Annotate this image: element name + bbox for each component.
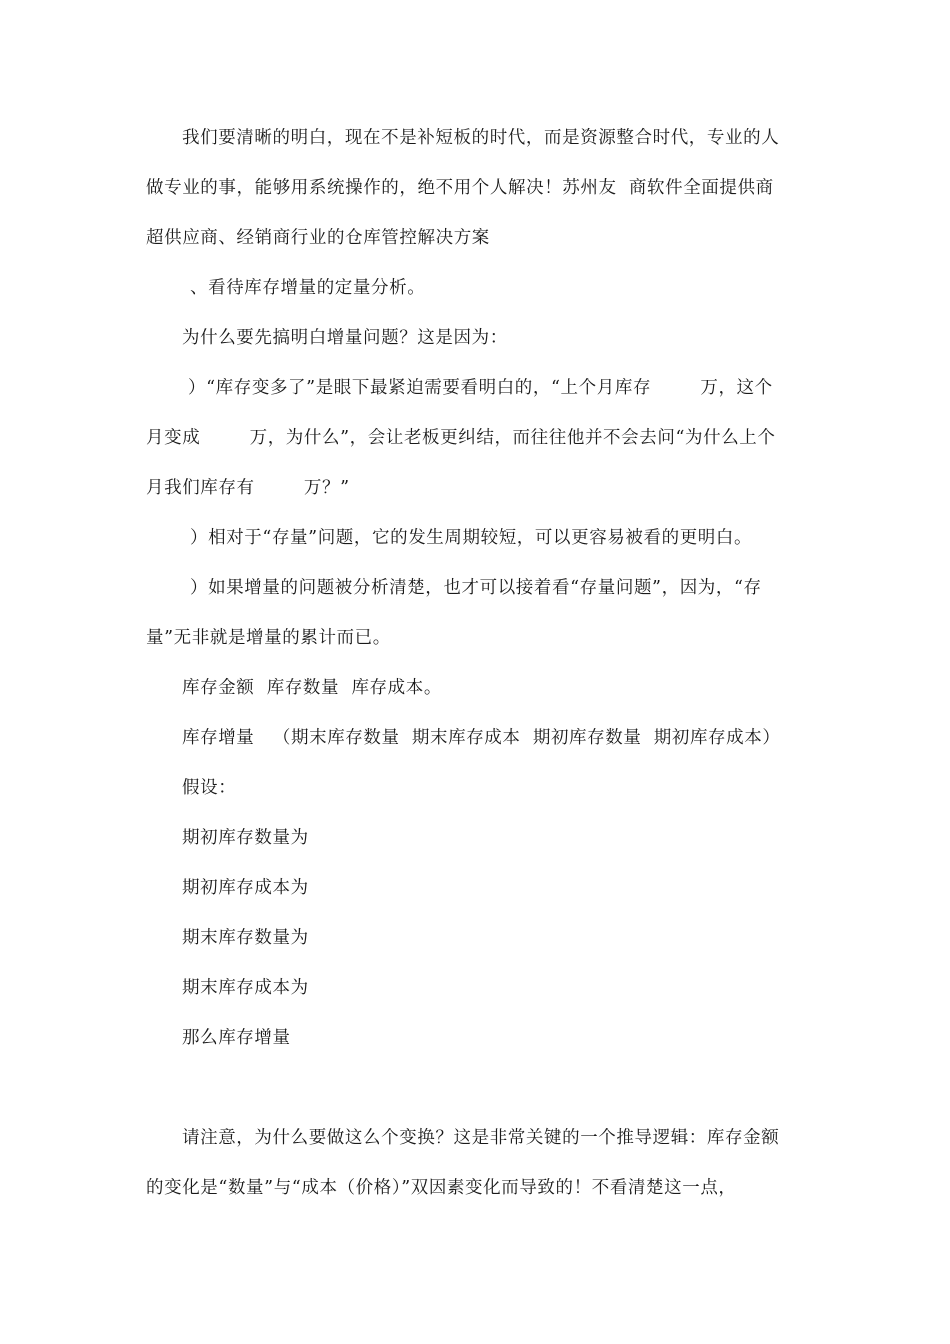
text-line: 那么库存增量 <box>182 1028 291 1048</box>
text-line: 做专业的事，能够用系统操作的，绝不用个人解决！苏州友 商软件全面提供商 <box>146 178 774 198</box>
text-line: 月我们库存有 万？” <box>146 478 350 498</box>
text-line: ）如果增量的问题被分析清楚，也才可以接着看“存量问题”，因为，“存 <box>190 578 762 598</box>
text-line: 库存金额 库存数量 库存成本。 <box>182 678 442 698</box>
text-line: 期初库存数量为 <box>182 828 309 848</box>
text-line: ）“库存变多了”是眼下最紧迫需要看明白的，“上个月库存 万，这个 <box>188 378 773 398</box>
text-line: 的变化是“数量”与“成本（价格）”双因素变化而导致的！不看清楚这一点， <box>146 1178 737 1198</box>
text-line: 超供应商、经销商行业的仓库管控解决方案 <box>146 228 490 248</box>
text-line: 假设： <box>182 778 237 798</box>
text-line: 期末库存数量为 <box>182 928 309 948</box>
text-line: 我们要清晰的明白，现在不是补短板的时代，而是资源整合时代，专业的人 <box>182 128 780 148</box>
text-line: 、看待库存增量的定量分析。 <box>190 278 426 298</box>
text-line: 请注意，为什么要做这么个变换？这是非常关键的一个推导逻辑：库存金额 <box>182 1128 780 1148</box>
text-line: 量”无非就是增量的累计而已。 <box>146 628 391 648</box>
text-line: 期末库存成本为 <box>182 978 309 998</box>
text-line: 为什么要先搞明白增量问题？这是因为： <box>182 328 508 348</box>
text-line: 月变成 万，为什么”，会让老板更纠结，而往往他并不会去问“为什么上个 <box>146 428 776 448</box>
text-line: ）相对于“存量”问题，它的发生周期较短，可以更容易被看的更明白。 <box>190 528 753 548</box>
text-line: 库存增量 （期末库存数量 期末库存成本 期初库存数量 期初库存成本） <box>182 728 781 748</box>
text-line: 期初库存成本为 <box>182 878 309 898</box>
